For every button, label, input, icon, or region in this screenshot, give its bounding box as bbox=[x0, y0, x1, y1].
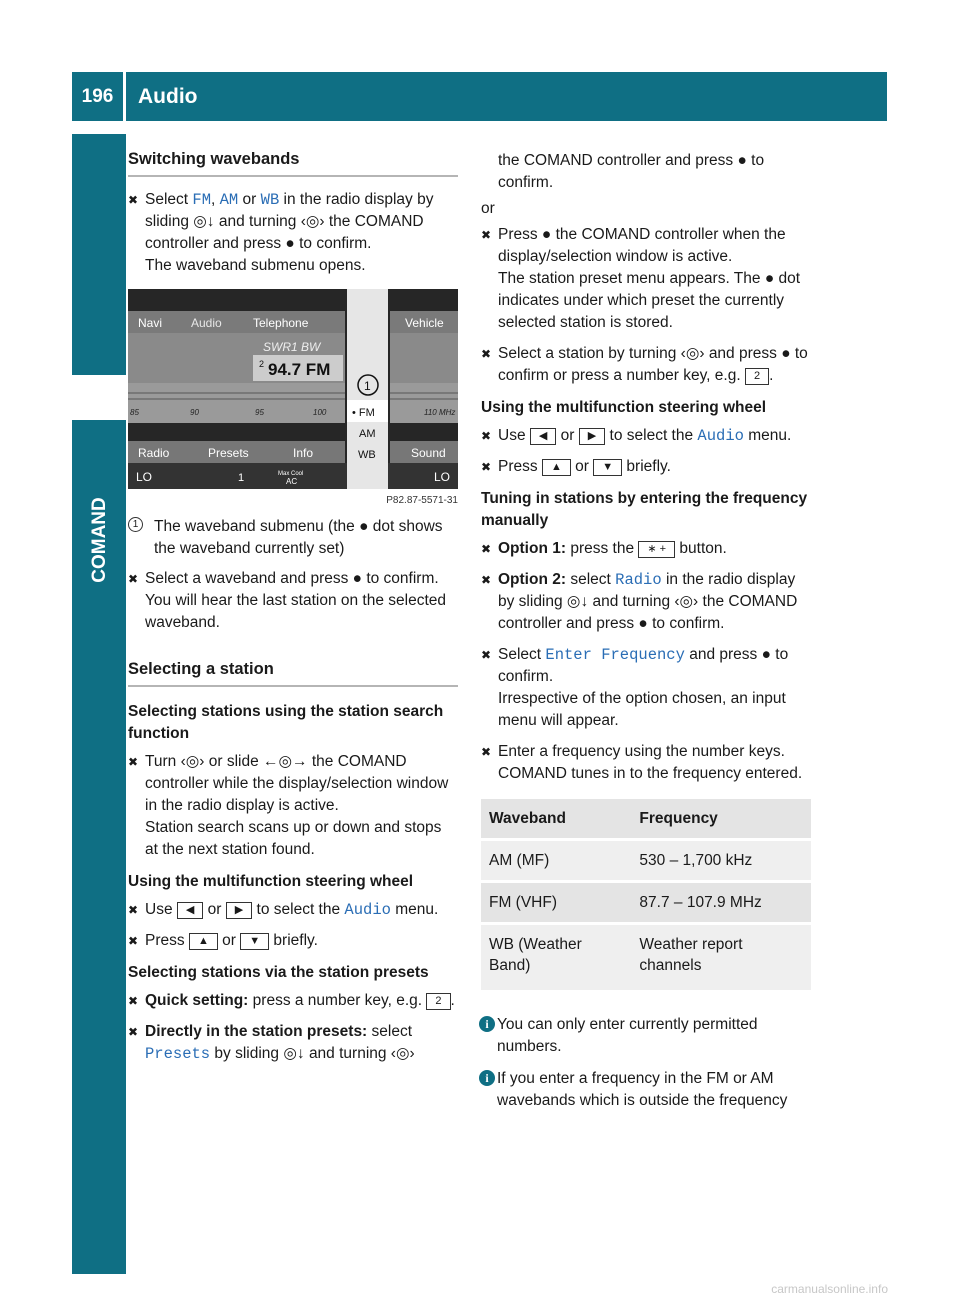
number-key-2-icon: 2 bbox=[426, 993, 450, 1010]
radio-screen-svg bbox=[128, 289, 458, 489]
step-option-1 bbox=[481, 538, 813, 560]
text: COMAND tunes in to the frequency entered. bbox=[498, 765, 803, 782]
continued-text: the COMAND controller and press ● to confirm. bbox=[498, 152, 765, 191]
callout-note bbox=[128, 516, 458, 560]
table-row bbox=[481, 882, 811, 924]
cell: Weather report channels bbox=[631, 924, 811, 991]
text: Select a waveband and press ● to confirm. bbox=[145, 570, 439, 587]
text: Quick setting: bbox=[145, 992, 249, 1009]
softkey-sound: Sound bbox=[411, 446, 446, 460]
tick-85: 85 bbox=[130, 408, 139, 417]
presets-label: Presets bbox=[145, 1045, 211, 1063]
text: in the radio display by sliding ◎↓ and turning ‹◎› the COMAND controller and press ● to confirm. bbox=[498, 571, 798, 632]
text: Press ● the COMAND controller when the display/selection window is active. bbox=[498, 226, 786, 265]
text: in the radio display by sliding ◎↓ and turning ‹◎› the COMAND controller and press ● to confirm. bbox=[145, 191, 434, 252]
text: press a number key, e.g. bbox=[248, 992, 427, 1009]
tab-telephone: Telephone bbox=[253, 316, 309, 330]
text: or bbox=[570, 458, 594, 475]
text: The station preset menu appears. The ● dot indicates under which preset the currently selected station is stored. bbox=[498, 270, 801, 331]
step-use-keys bbox=[481, 425, 813, 447]
am-label: AM bbox=[219, 191, 239, 209]
frequency-display: 94.7 FM bbox=[268, 360, 331, 379]
side-label: COMAND bbox=[89, 497, 110, 583]
cell: 530 – 1,700 kHz bbox=[631, 840, 811, 882]
cell: WB (Weather Band) bbox=[481, 924, 631, 991]
step-enter-frequency bbox=[481, 644, 813, 732]
text: and press ● to confirm. bbox=[498, 646, 789, 685]
audio-menu-label: Audio bbox=[697, 427, 744, 445]
page-header bbox=[72, 72, 887, 121]
radio-label: Radio bbox=[615, 571, 662, 589]
wb-label: WB bbox=[260, 191, 280, 209]
subheading-station-presets: Selecting stations via the station presets bbox=[128, 964, 429, 981]
text: Enter a frequency using the number keys. bbox=[498, 743, 785, 760]
text: Option 2: bbox=[498, 571, 567, 588]
info-note bbox=[481, 1068, 813, 1112]
image-caption: P82.87-5571-31 bbox=[386, 495, 458, 506]
step-select-station bbox=[481, 343, 813, 387]
subheading-steering-wheel: Using the multifunction steering wheel bbox=[128, 873, 414, 890]
page-number: 196 bbox=[72, 72, 126, 121]
down-key-icon: ▼ bbox=[593, 459, 622, 476]
submenu-wb: WB bbox=[358, 449, 376, 461]
text: briefly. bbox=[622, 458, 671, 475]
step-quick-setting bbox=[128, 990, 458, 1012]
footer-watermark[interactable]: carmanualsonline.info bbox=[771, 1282, 888, 1296]
side-tab bbox=[72, 375, 126, 420]
audio-menu-label: Audio bbox=[344, 901, 391, 919]
text: briefly. bbox=[269, 932, 318, 949]
text: Select bbox=[145, 191, 193, 208]
step-option-2 bbox=[481, 569, 813, 635]
text: . bbox=[450, 992, 455, 1009]
tick-95: 95 bbox=[255, 408, 264, 417]
subheading-manual-frequency: Tuning in stations by entering the frequency manually bbox=[481, 490, 808, 529]
step-turn-controller bbox=[128, 751, 458, 861]
heading-selecting-station: Selecting a station bbox=[128, 660, 458, 687]
tab-vehicle: Vehicle bbox=[405, 316, 444, 330]
text: Use bbox=[498, 427, 530, 444]
climate-lo-right: LO bbox=[434, 470, 451, 484]
text: Press bbox=[498, 458, 542, 475]
text: select bbox=[566, 571, 616, 588]
text: or bbox=[556, 427, 579, 444]
text: The waveband submenu opens. bbox=[145, 257, 366, 274]
radio-screen-image bbox=[128, 289, 458, 489]
text: or bbox=[217, 932, 241, 949]
tick-100: 100 bbox=[313, 408, 327, 417]
info-icon: i bbox=[479, 1070, 495, 1086]
up-key-icon: ▲ bbox=[189, 933, 218, 950]
softkey-radio: Radio bbox=[138, 446, 170, 460]
text: Irrespective of the option chosen, an input menu will appear. bbox=[498, 690, 786, 729]
cell: 87.7 – 107.9 MHz bbox=[631, 882, 811, 924]
text: You will hear the last station on the selected waveband. bbox=[145, 592, 447, 631]
subheading-search-function: Selecting stations using the station search function bbox=[128, 703, 444, 742]
info-note bbox=[481, 1014, 813, 1058]
left-key-icon: ◀ bbox=[177, 902, 203, 919]
text: to select the bbox=[252, 901, 345, 918]
text: press the bbox=[566, 540, 639, 557]
table-row bbox=[481, 924, 811, 991]
step-press-keys bbox=[481, 456, 813, 478]
softkey-info: Info bbox=[293, 446, 314, 460]
text: Select a station by turning ‹◎› and press ● to confirm or press a number key, e.g. bbox=[498, 345, 808, 384]
text: Use bbox=[145, 901, 177, 918]
info-icon: i bbox=[479, 1016, 495, 1032]
table-header bbox=[481, 799, 811, 840]
text: Directly in the station presets: bbox=[145, 1023, 368, 1040]
heading-switching-wavebands: Switching wavebands bbox=[128, 150, 458, 177]
text: If you enter a frequency in the FM or AM wavebands which is outside the frequency bbox=[497, 1070, 788, 1109]
submenu-fm: • FM bbox=[352, 407, 375, 419]
text: Option 1: bbox=[498, 540, 567, 557]
text: Select bbox=[498, 646, 546, 663]
down-key-icon: ▼ bbox=[240, 933, 269, 950]
fm-label: FM bbox=[192, 191, 211, 209]
max-cool: Max Cool bbox=[278, 471, 304, 477]
step-select-waveband-confirm bbox=[128, 568, 458, 634]
text: Press bbox=[145, 932, 189, 949]
or-text: or bbox=[481, 200, 495, 217]
right-column bbox=[481, 150, 813, 1122]
up-key-icon: ▲ bbox=[542, 459, 571, 476]
tick-110: 110 MHz bbox=[424, 408, 456, 417]
right-key-icon: ▶ bbox=[226, 902, 252, 919]
cell: FM (VHF) bbox=[481, 882, 631, 924]
text: You can only enter currently permitted numbers. bbox=[497, 1016, 758, 1055]
table-row bbox=[481, 840, 811, 882]
text: or bbox=[238, 191, 261, 208]
text: menu. bbox=[390, 901, 439, 918]
header-frequency: Frequency bbox=[631, 799, 811, 840]
text: select bbox=[367, 1023, 413, 1040]
text: or bbox=[203, 901, 226, 918]
text: . bbox=[769, 367, 774, 384]
cell: AM (MF) bbox=[481, 840, 631, 882]
side-bar bbox=[72, 134, 126, 1274]
frequency-table bbox=[481, 799, 811, 990]
left-key-icon: ◀ bbox=[530, 428, 556, 445]
text: The waveband submenu (the ● dot shows the waveband currently set) bbox=[154, 518, 443, 557]
text: , bbox=[211, 191, 220, 208]
text: Turn ‹◎› or slide ←◎→ the COMAND controller while the display/selection window in the radio display is active. bbox=[145, 753, 449, 814]
climate-lo-left: LO bbox=[136, 470, 153, 484]
step-select-waveband bbox=[128, 189, 458, 277]
tab-audio: Audio bbox=[191, 316, 222, 330]
text: by sliding ◎↓ and turning ‹◎› bbox=[210, 1045, 415, 1062]
page-title: Audio bbox=[138, 84, 198, 108]
text: menu. bbox=[743, 427, 792, 444]
tick-90: 90 bbox=[190, 408, 199, 417]
number-key-2-icon: 2 bbox=[745, 368, 769, 385]
tab-navi: Navi bbox=[138, 316, 163, 330]
text: to select the bbox=[605, 427, 698, 444]
star-key-icon: ∗ + bbox=[638, 541, 675, 558]
step-number-keys bbox=[481, 741, 813, 785]
preset-number: 2 bbox=[259, 359, 265, 369]
ac-label: AC bbox=[286, 477, 298, 486]
callout-number: 1 bbox=[128, 517, 143, 532]
step-use-keys bbox=[128, 899, 458, 921]
submenu-am: AM bbox=[359, 428, 376, 440]
text: button. bbox=[675, 540, 727, 557]
station-name: SWR1 BW bbox=[263, 340, 321, 354]
subheading-steering-wheel: Using the multifunction steering wheel bbox=[481, 399, 767, 416]
header-waveband: Waveband bbox=[481, 799, 631, 840]
text: Station search scans up or down and stops at the next station found. bbox=[145, 819, 442, 858]
callout-marker: 1 bbox=[364, 379, 371, 393]
step-direct-presets bbox=[128, 1021, 458, 1065]
right-key-icon: ▶ bbox=[579, 428, 605, 445]
step-press-keys bbox=[128, 930, 458, 952]
softkey-presets: Presets bbox=[208, 446, 249, 460]
step-press-controller bbox=[481, 224, 813, 334]
enter-frequency-label: Enter Frequency bbox=[545, 646, 685, 664]
fan-level: 1 bbox=[238, 472, 245, 484]
left-column bbox=[128, 150, 458, 1074]
